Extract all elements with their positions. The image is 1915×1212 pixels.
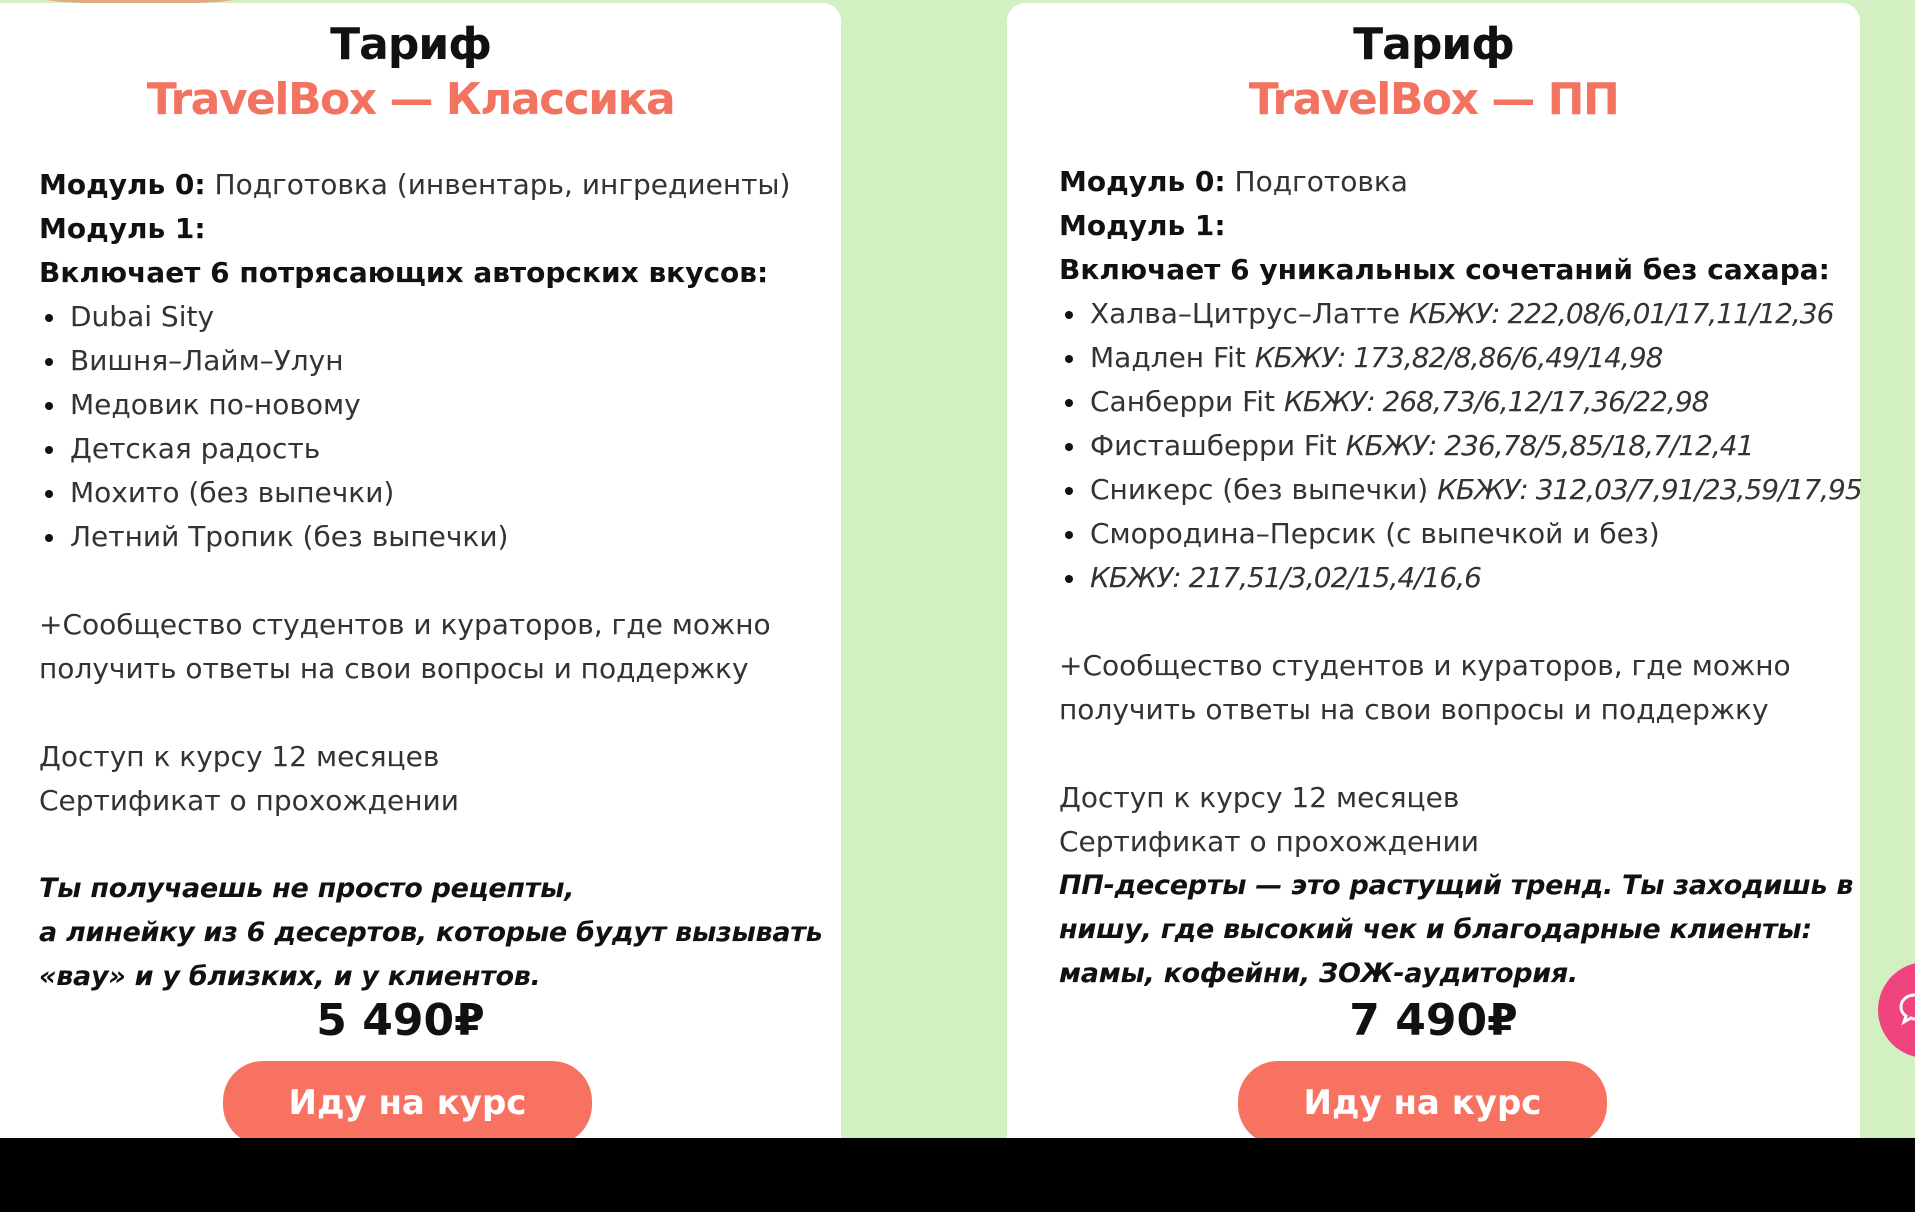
list-item: Медовик по-новому xyxy=(39,383,829,427)
community-line-2: получить ответы на свои вопросы и поддержку xyxy=(39,652,749,685)
flavor-name: Санберри Fit xyxy=(1090,385,1284,418)
module-0-text: Подготовка (инвентарь, ингредиенты) xyxy=(205,168,791,201)
promo-line: нишу, где высокий чек и благодарные клиенты: xyxy=(1059,914,1812,945)
includes-text: Включает 6 уникальных сочетаний без сахара: xyxy=(1059,253,1830,286)
module-0-label: Модуль 0: xyxy=(39,168,206,201)
spacer xyxy=(1059,600,1849,644)
tariff-card-classic xyxy=(0,3,841,1138)
list-item: Вишня–Лайм–Улун xyxy=(39,339,829,383)
flavor-name: Мадлен Fit xyxy=(1090,341,1255,374)
list-item xyxy=(1059,512,1849,556)
plan-name: TravelBox — ПП xyxy=(1248,74,1619,125)
certificate-text: Сертификат о прохождении xyxy=(39,784,459,817)
card-header xyxy=(0,17,841,127)
bottom-black-bar xyxy=(0,1138,1915,1212)
kbju-text: КБЖУ: 268,73/6,12/17,36/22,98 xyxy=(1283,385,1709,418)
enroll-button[interactable]: Иду на курс xyxy=(223,1061,592,1138)
promo-line: мамы, кофейни, ЗОЖ-аудитория. xyxy=(1059,958,1578,989)
module-0-line xyxy=(1059,160,1849,204)
spacer xyxy=(39,559,829,603)
list-item xyxy=(1059,424,1849,468)
includes-heading xyxy=(39,251,829,295)
module-1-label: Модуль 1: xyxy=(39,212,206,245)
kbju-text: КБЖУ: 236,78/5,85/18,7/12,41 xyxy=(1345,429,1754,462)
plan-name: TravelBox — Классика xyxy=(146,74,675,125)
price: 7 490₽ xyxy=(1349,995,1518,1046)
module-1-line xyxy=(1059,204,1849,248)
spacer xyxy=(39,823,829,867)
list-item: Детская радость xyxy=(39,427,829,471)
chat-widget-button[interactable] xyxy=(1878,962,1915,1058)
list-item: Dubai Sity xyxy=(39,295,829,339)
promo-line: а линейку из 6 десертов, которые будут вызывать xyxy=(39,917,823,948)
includes-text: Включает 6 потрясающих авторских вкусов: xyxy=(39,256,769,289)
flavor-list xyxy=(1059,292,1862,600)
kbju-text: КБЖУ: 222,08/6,01/17,11/12,36 xyxy=(1408,297,1834,330)
kbju-text: КБЖУ: 312,03/7,91/23,59/17,95 xyxy=(1437,473,1862,506)
promo-line: ПП-десерты — это растущий тренд. Ты заходишь в xyxy=(1059,870,1854,901)
list-item xyxy=(1059,380,1849,424)
module-1-label: Модуль 1: xyxy=(1059,209,1226,242)
community-line-1: +Сообщество студентов и кураторов, где можно xyxy=(1059,649,1791,682)
module-0-text: Подготовка xyxy=(1225,165,1408,198)
module-0-label: Модуль 0: xyxy=(1059,165,1226,198)
community-line-1: +Сообщество студентов и кураторов, где можно xyxy=(39,608,771,641)
includes-heading xyxy=(1059,248,1849,292)
spacer xyxy=(1059,732,1849,776)
card-content xyxy=(1059,160,1862,996)
spacer xyxy=(39,691,829,735)
flavor-name: Смородина–Персик (с выпечкой и без) xyxy=(1090,517,1660,550)
flavor-name: Фисташберри Fit xyxy=(1090,429,1346,462)
list-item xyxy=(1059,336,1849,380)
card-content xyxy=(39,163,829,999)
certificate-text: Сертификат о прохождении xyxy=(1059,825,1479,858)
flavor-list xyxy=(39,295,829,559)
chat-bubble-icon xyxy=(1898,991,1915,1029)
tariff-title: Тариф xyxy=(1353,19,1514,70)
card-header xyxy=(1007,17,1860,127)
kbju-text: КБЖУ: 173,82/8,86/6,49/14,98 xyxy=(1254,341,1663,374)
community-line-2: получить ответы на свои вопросы и поддержку xyxy=(1059,693,1769,726)
list-item xyxy=(1059,468,1862,512)
list-item xyxy=(1059,292,1849,336)
promo-line: «вау» и у близких, и у клиентов. xyxy=(39,961,541,992)
flavor-name: Халва–Цитрус–Латте xyxy=(1090,297,1409,330)
module-1-line xyxy=(39,207,829,251)
list-item: Мохито (без выпечки) xyxy=(39,471,829,515)
enroll-button[interactable]: Иду на курс xyxy=(1238,1061,1607,1138)
access-text: Доступ к курсу 12 месяцев xyxy=(1059,781,1460,814)
tariff-title: Тариф xyxy=(330,19,491,70)
access-text: Доступ к курсу 12 месяцев xyxy=(39,740,440,773)
flavor-name: Сникерс (без выпечки) xyxy=(1090,473,1438,506)
kbju-text: КБЖУ: 217,51/3,02/15,4/16,6 xyxy=(1090,561,1481,594)
list-item: Летний Тропик (без выпечки) xyxy=(39,515,829,559)
module-0-line xyxy=(39,163,829,207)
promo-line: Ты получаешь не просто рецепты, xyxy=(39,873,575,904)
tariff-card-pp xyxy=(1007,3,1860,1138)
price: 5 490₽ xyxy=(316,995,485,1046)
list-item xyxy=(1059,556,1849,600)
